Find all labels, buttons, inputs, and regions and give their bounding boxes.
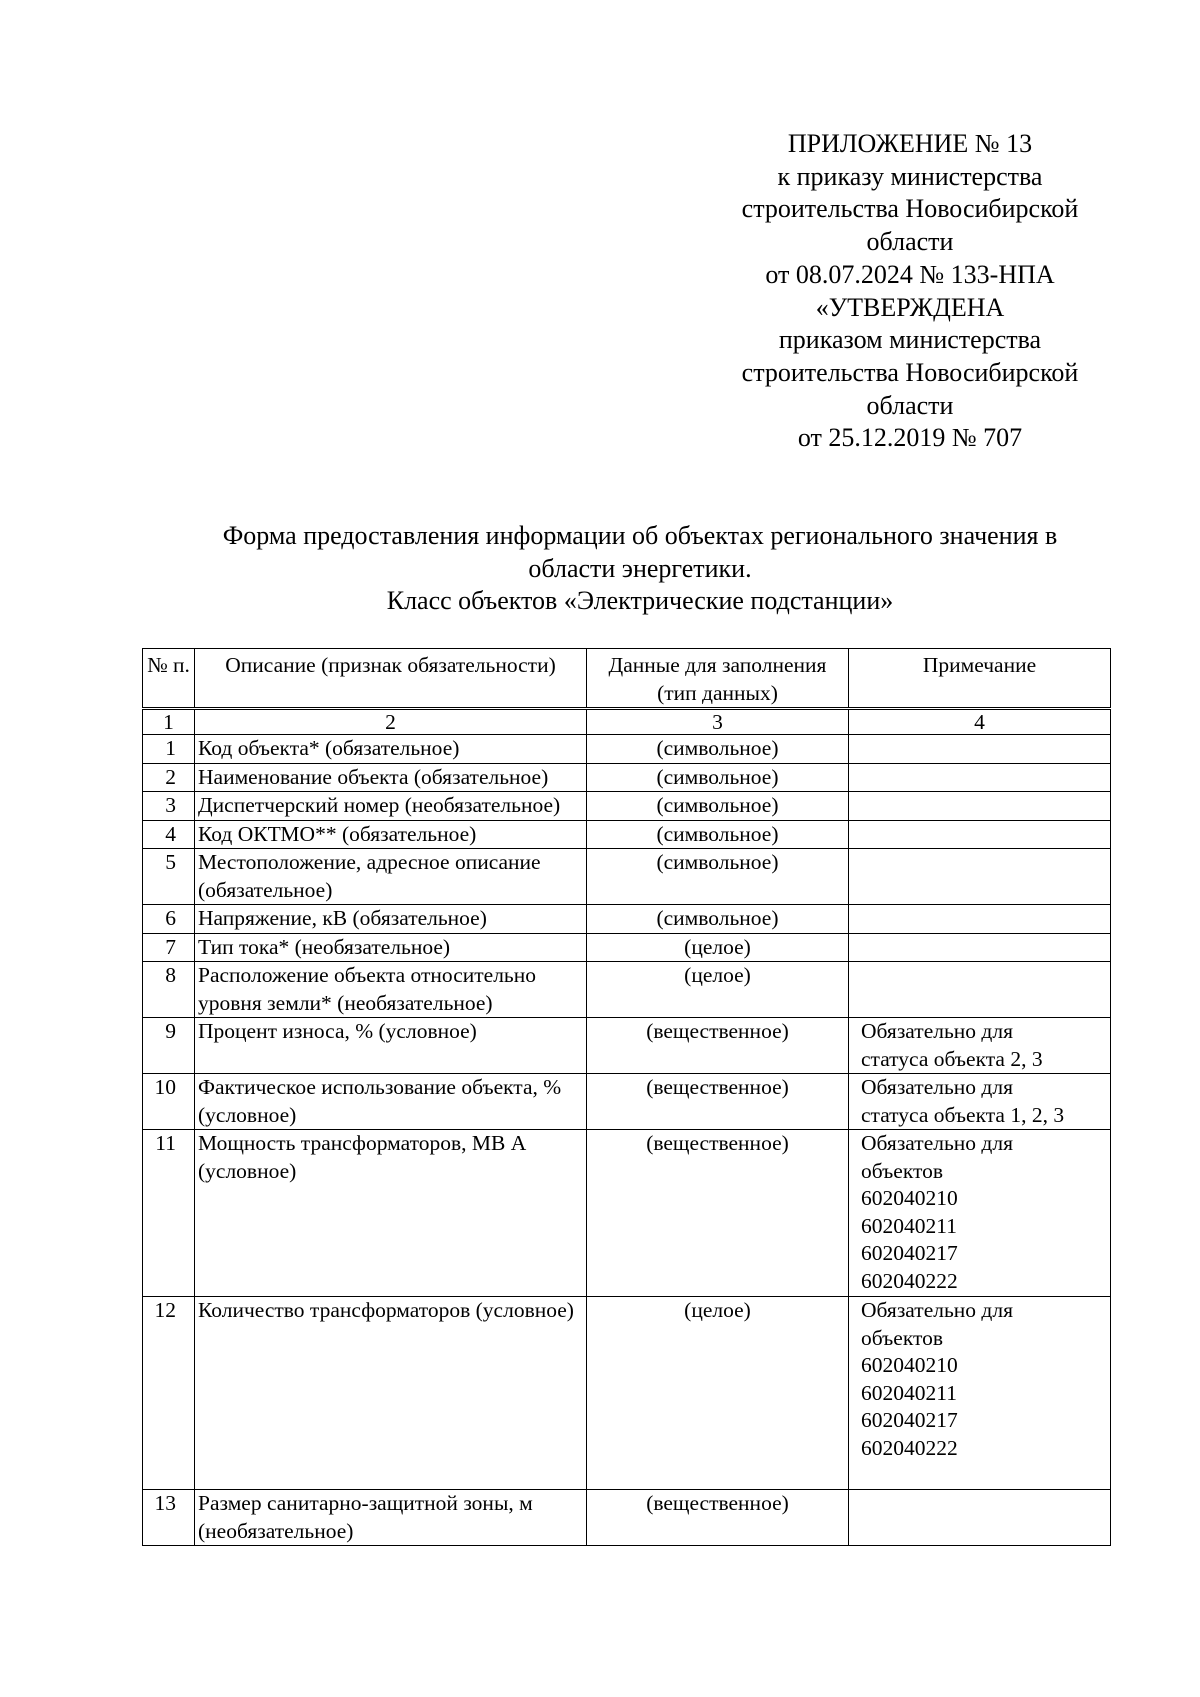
table-row — [143, 905, 1111, 934]
row-number: 4 — [143, 820, 195, 849]
row-note — [849, 1074, 1111, 1130]
row-number: 5 — [143, 849, 195, 905]
table-row — [143, 1074, 1111, 1130]
row-description: Размер санитарно-защитной зоны, м (необязательное) — [195, 1490, 587, 1546]
row-note — [849, 1130, 1111, 1297]
row-data-type: (вещественное) — [587, 1490, 849, 1546]
row-data-type: (символьное) — [587, 905, 849, 934]
row-data-type: (символьное) — [587, 820, 849, 849]
header-desc: Описание (признак обязательности) — [195, 649, 587, 708]
row-note — [849, 763, 1111, 792]
approval-line: от 25.12.2019 № 707 — [797, 423, 1023, 453]
row-note-line: Обязательно для — [861, 1298, 1013, 1322]
row-note — [849, 905, 1111, 934]
row-data-type: (символьное) — [587, 735, 849, 764]
table-row — [143, 1490, 1111, 1546]
row-data-type: (символьное) — [587, 763, 849, 792]
row-note-line: 602040222 — [861, 1435, 958, 1460]
row-data-type: (целое) — [587, 1297, 849, 1490]
column-index: 1 — [143, 710, 195, 735]
row-note-line: 602040222 — [861, 1268, 958, 1293]
approval-line: «УТВЕРЖДЕНА — [815, 292, 1005, 322]
table-row — [143, 933, 1111, 962]
row-description: Наименование объекта (обязательное) — [195, 763, 587, 792]
table-header — [142, 648, 1111, 708]
row-data-type: (символьное) — [587, 792, 849, 821]
table-row — [143, 849, 1111, 905]
row-note — [849, 933, 1111, 962]
approval-block — [700, 128, 1120, 455]
data-table — [142, 709, 1111, 1546]
row-description: Напряжение, кВ (обязательное) — [195, 905, 587, 934]
header-type-line: Данные для заполнения — [608, 653, 827, 677]
column-index: 2 — [195, 710, 587, 735]
row-description: Тип тока* (необязательное) — [195, 933, 587, 962]
table-row — [143, 763, 1111, 792]
approval-line: строительства Новосибирской — [741, 194, 1079, 224]
table-row — [143, 820, 1111, 849]
row-note — [849, 1490, 1111, 1546]
row-description: Фактическое использование объекта, % (условное) — [195, 1074, 587, 1130]
approval-line: от 08.07.2024 № 133-НПА — [765, 259, 1055, 289]
approval-line: строительства Новосибирской — [741, 357, 1079, 387]
table-body — [143, 710, 1111, 1546]
row-note — [849, 1297, 1111, 1490]
row-description: Расположение объекта относительно уровня земли* (необязательное) — [195, 962, 587, 1018]
row-data-type: (символьное) — [587, 849, 849, 905]
table-row — [143, 735, 1111, 764]
row-number: 8 — [143, 962, 195, 1018]
approval-line: области — [866, 390, 954, 420]
row-number: 2 — [143, 763, 195, 792]
row-number: 11 — [143, 1130, 195, 1297]
table-row — [143, 1297, 1111, 1490]
table-row — [143, 962, 1111, 1018]
table-row — [143, 1018, 1111, 1074]
column-index-row — [143, 710, 1111, 735]
approval-line: области — [866, 227, 954, 257]
approval-line: ПРИЛОЖЕНИЕ № 13 — [787, 129, 1033, 158]
header-note: Примечание — [849, 649, 1111, 708]
table-row — [143, 1130, 1111, 1297]
row-note — [849, 735, 1111, 764]
row-data-type: (вещественное) — [587, 1018, 849, 1074]
table-row — [143, 792, 1111, 821]
approval-line: приказом министерства — [778, 325, 1042, 355]
row-note — [849, 849, 1111, 905]
row-note-line: 602040210 — [861, 1353, 958, 1377]
row-note-line: статуса объекта 2, 3 — [861, 1046, 1043, 1071]
column-index: 3 — [587, 710, 849, 735]
row-note-line: Обязательно для — [861, 1019, 1013, 1043]
row-data-type: (целое) — [587, 962, 849, 1018]
header-row — [143, 649, 1111, 708]
row-note — [849, 962, 1111, 1018]
row-number: 9 — [143, 1018, 195, 1074]
row-description: Мощность трансформаторов, МВ А (условное) — [195, 1130, 587, 1297]
row-description: Количество трансформаторов (условное) — [195, 1297, 587, 1490]
row-note-line: 602040211 — [861, 1213, 957, 1238]
row-note-line: 602040217 — [861, 1408, 958, 1432]
form-title-line: Форма предоставления информации об объектах регионального значения в — [222, 521, 1058, 550]
row-note-line: 602040210 — [861, 1186, 958, 1210]
row-note — [849, 792, 1111, 821]
row-note-line: объектов — [861, 1325, 943, 1350]
row-description: Процент износа, % (условное) — [195, 1018, 587, 1074]
row-number: 10 — [143, 1074, 195, 1130]
row-number: 3 — [143, 792, 195, 821]
row-data-type: (целое) — [587, 933, 849, 962]
row-data-type: (вещественное) — [587, 1130, 849, 1297]
header-type — [587, 649, 849, 708]
row-description: Код ОКТМО** (обязательное) — [195, 820, 587, 849]
form-title-line: области энергетики. — [528, 553, 752, 583]
row-note-line: объектов — [861, 1158, 943, 1183]
row-note — [849, 820, 1111, 849]
row-description: Код объекта* (обязательное) — [195, 735, 587, 764]
approval-line: к приказу министерства — [777, 161, 1043, 191]
form-title — [140, 520, 1140, 618]
row-number: 7 — [143, 933, 195, 962]
column-index: 4 — [849, 710, 1111, 735]
row-note-line: Обязательно для — [861, 1075, 1013, 1099]
row-note-line: Обязательно для — [861, 1131, 1013, 1155]
row-description: Местоположение, адресное описание (обязательное) — [195, 849, 587, 905]
row-description: Диспетчерский номер (необязательное) — [195, 792, 587, 821]
row-number: 6 — [143, 905, 195, 934]
row-number: 12 — [143, 1297, 195, 1490]
row-note-line: 602040217 — [861, 1241, 958, 1265]
form-title-line: Класс объектов «Электрические подстанции» — [386, 586, 894, 615]
header-num: № п. — [143, 649, 195, 708]
header-type-line: (тип данных) — [657, 680, 778, 705]
row-note-line: 602040211 — [861, 1380, 957, 1405]
row-number: 13 — [143, 1490, 195, 1546]
row-note-line: статуса объекта 1, 2, 3 — [861, 1102, 1065, 1127]
row-number: 1 — [143, 735, 195, 764]
row-note — [849, 1018, 1111, 1074]
row-data-type: (вещественное) — [587, 1074, 849, 1130]
